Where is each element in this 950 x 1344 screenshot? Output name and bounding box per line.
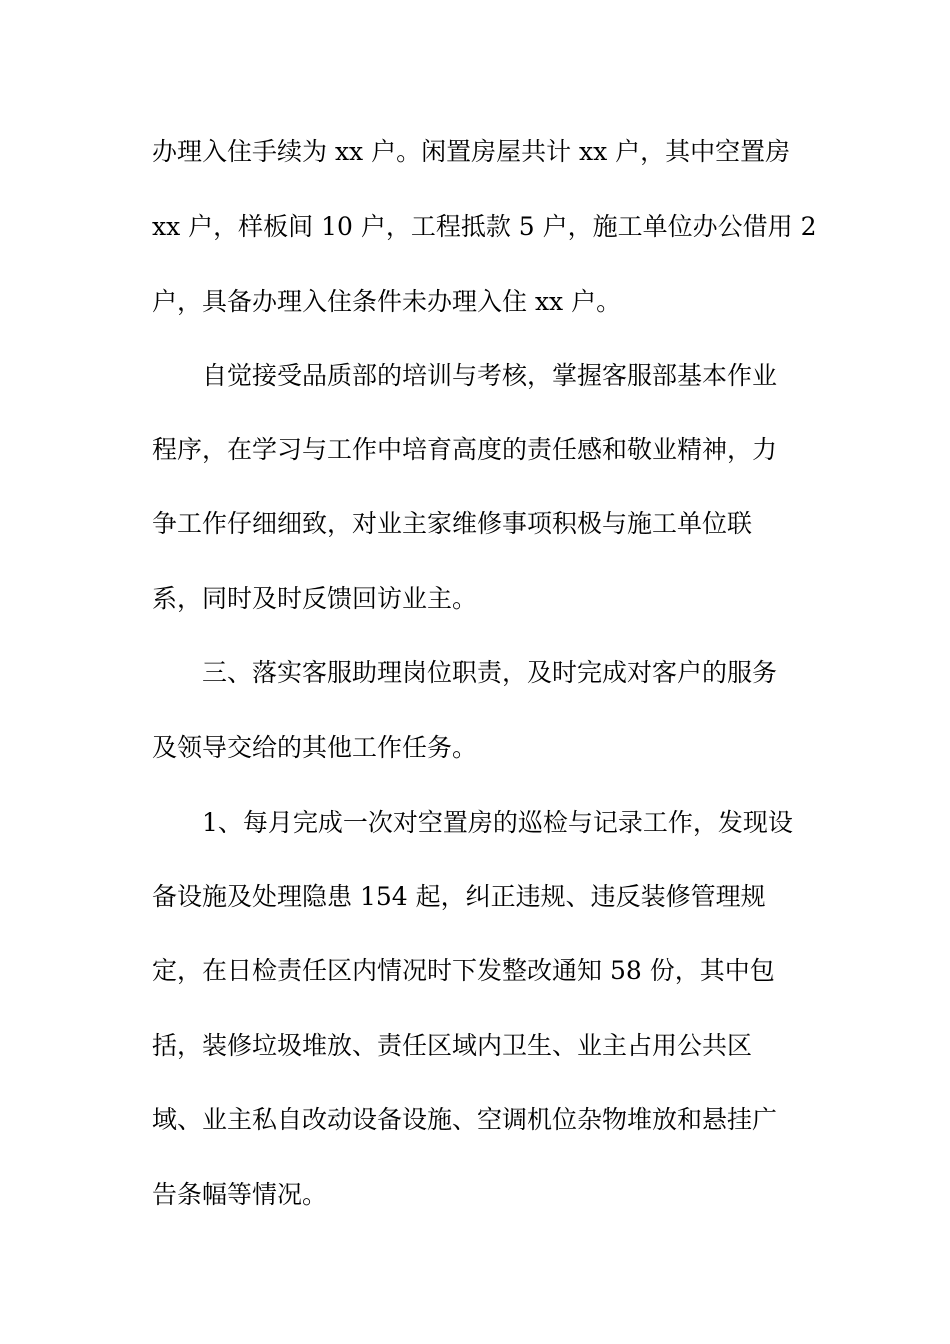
text-line: 系，同时及时反馈回访业主。 bbox=[152, 584, 478, 613]
text-line: 告条幅等情况。 bbox=[152, 1180, 328, 1209]
section-heading-line: 三、落实客服助理岗位职责，及时完成对客户的服务 bbox=[202, 658, 778, 687]
text-line: 定，在日检责任区内情况时下发整改通知 58 份，其中包 bbox=[152, 956, 775, 985]
text-line: 办理入住手续为 xx 户。闲置房屋共计 xx 户，其中空置房 bbox=[152, 137, 791, 166]
paragraph-start-line: 自觉接受品质部的培训与考核，掌握客服部基本作业 bbox=[202, 361, 778, 390]
text-line: 备设施及处理隐患 154 起，纠正违规、违反装修管理规 bbox=[152, 882, 766, 911]
text-line: 户，具备办理入住条件未办理入住 xx 户。 bbox=[152, 287, 622, 316]
text-line: 争工作仔细细致，对业主家维修事项积极与施工单位联 bbox=[152, 509, 753, 538]
text-line: 及领导交给的其他工作任务。 bbox=[152, 733, 478, 762]
text-line: 域、业主私自改动设备设施、空调机位杂物堆放和悬挂广 bbox=[152, 1105, 778, 1134]
text-line: 括，装修垃圾堆放、责任区域内卫生、业主占用公共区 bbox=[152, 1031, 753, 1060]
text-line: 程序，在学习与工作中培育高度的责任感和敬业精神，力 bbox=[152, 435, 778, 464]
text-line: xx 户，样板间 10 户，工程抵款 5 户，施工单位办公借用 2 bbox=[152, 212, 817, 241]
list-item-start-line: 1、每月完成一次对空置房的巡检与记录工作，发现设 bbox=[202, 808, 793, 837]
